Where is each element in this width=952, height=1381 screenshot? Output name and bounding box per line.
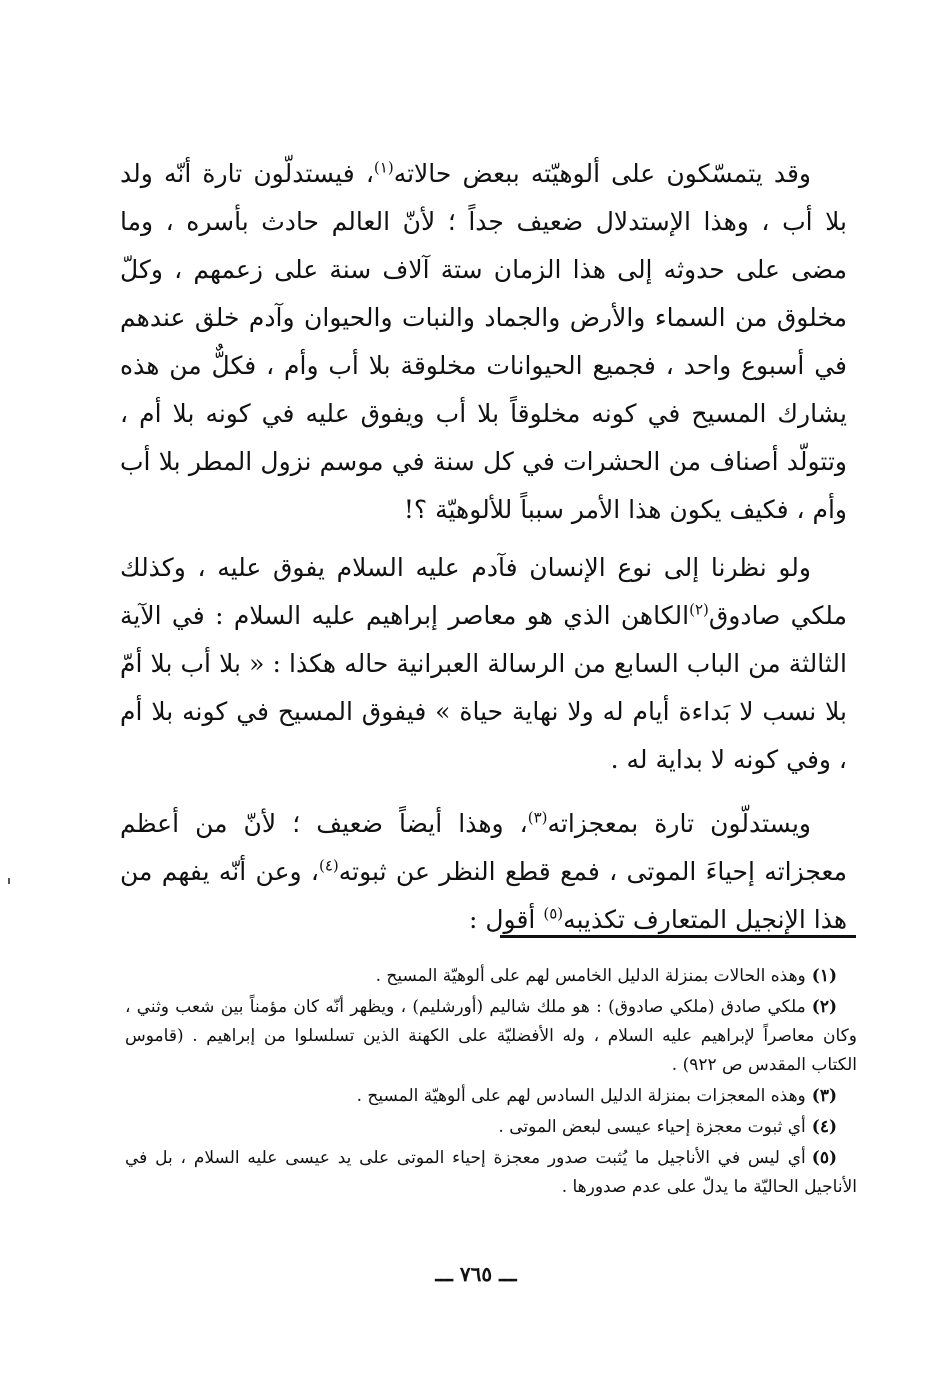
footnote-number: (٤) [811, 1117, 837, 1137]
paragraph-3-text-d: أقول : [469, 905, 536, 934]
footnote-ref-4: (٤) [319, 856, 339, 875]
footnote-1 [125, 962, 857, 991]
footnote-text: ملكي صادق (ملكي صادوق) : هو ملك شاليم (أورشليم) ، ويظهر أنّه كان مؤمناً بين شعب وثني ، وكان معاصراً لإبراهيم عليه السلام ، وله الأفضليّة على الكهنة الذين تسلسلوا من إبراهيم . (قاموس الكتاب المقدس ص ٩٢٢) . [125, 997, 857, 1075]
paragraph-3-text-b: ، وهذا أيضاً ضعيف ؛ لأنّ من أعظم معجزاته إحياءَ الموتى ، فمع قطع النظر عن ثبوته [120, 809, 847, 886]
paragraph-2 [120, 544, 847, 784]
paragraph-1 [120, 150, 847, 534]
footnote-ref-2: (٢) [689, 600, 709, 619]
footnote-number: (٢) [811, 997, 837, 1017]
footnote-ref-5: (٥) [543, 904, 564, 923]
footnote-3 [125, 1082, 857, 1111]
footnote-4 [125, 1113, 857, 1142]
footnote-number: (١) [811, 966, 837, 986]
footnote-text: وهذه الحالات بمنزلة الدليل الخامس لهم على ألوهيّة المسيح . [375, 966, 806, 986]
footnote-2 [125, 993, 857, 1080]
footnote-text: أي ثبوت معجزة إحياء عيسى لبعض الموتى . [498, 1117, 806, 1137]
footnote-number: (٣) [811, 1086, 837, 1106]
paragraph-2-text-b: الكاهن الذي هو معاصر إبراهيم عليه السلام : في الآية الثالثة من الباب السابع من الرسالة العبرانية حاله هكذا : « بلا أب بلا أمّ بلا نسب لا بَداءة أيام له ولا نهاية حياة » فيفوق المسيح في كونه بلا أم ، وفي كونه لا بداية له . [120, 601, 847, 774]
paragraph-3-text-a: ويستدلّون تارة بمعجزاته [547, 809, 811, 838]
footnotes-section [125, 962, 857, 1204]
paragraph-2-text-a: ولو نظرنا إلى نوع الإنسان فآدم عليه السلام يفوق عليه ، وكذلك ملكي صادوق [120, 553, 847, 630]
paragraph-3 [120, 800, 847, 944]
paragraph-3-text-c: ، وعن أنّه يفهم من هذا الإنجيل المتعارف تكذيبه [120, 857, 847, 934]
footnote-ref-3: (٣) [527, 808, 548, 827]
paragraph-1-text-b: ، فيستدلّون تارة أنّه ولد بلا أب ، وهذا الإستدلال ضعيف جداً ؛ لأنّ العالم حادث بأسره ، وما مضى على حدوثه إلى هذا الزمان ستة آلاف سنة على زعمهم ، وكلّ مخلوق من السماء والأرض والجماد والنبات والحيوان وآدم خلق عندهم في أسبوع واحد ، فجميع الحيوانات مخلوقة بلا أب وأم ، فكلٌّ من هذه يشارك المسيح في كونه مخلوقاً بلا أب ويفوق عليه في كونه بلا أم ، وتتولّد أصناف من الحشرات في كل سنة في موسم نزول المطر بلا أب وأم ، فكيف يكون هذا الأمر سبباً للألوهيّة ؟! [120, 159, 847, 524]
footnote-separator [500, 935, 856, 938]
footnote-5 [125, 1144, 857, 1202]
paragraph-1-text-a: وقد يتمسّكون على ألوهيّته ببعض حالاته [393, 159, 811, 188]
page-number: ـــ ٧٦٥ ـــ [435, 1262, 517, 1286]
footnote-ref-1: (١) [373, 158, 394, 177]
footnote-number: (٥) [811, 1148, 838, 1168]
main-text-body [120, 150, 847, 944]
scan-mark [8, 878, 10, 884]
footnote-text: أي ليس في الأناجيل ما يُثبت صدور معجزة إحياء الموتى على يد عيسى عليه السلام ، بل في الأناجيل الحاليّة ما يدلّ على عدم صدورها . [125, 1148, 857, 1197]
footnote-text: وهذه المعجزات بمنزلة الدليل السادس لهم على ألوهيّة المسيح . [356, 1086, 806, 1106]
